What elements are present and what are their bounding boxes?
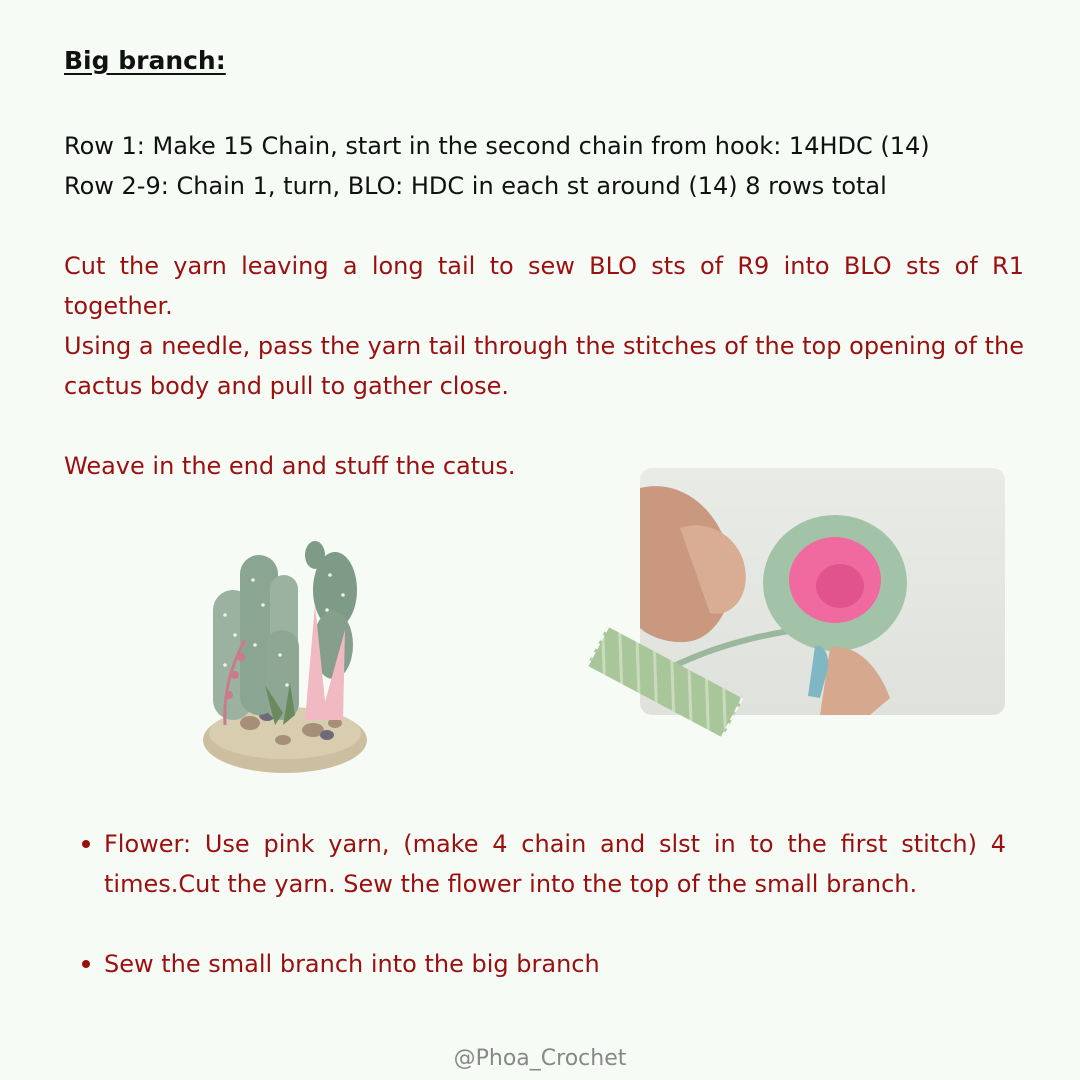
row-1-text: Row 1: Make 15 Chain, start in the second chain from hook: 14HDC (14) xyxy=(64,132,930,160)
author-credit: @Phoa_Crochet xyxy=(453,1046,627,1071)
bullet-dot-icon xyxy=(82,840,90,848)
needle-text: Using a needle, pass the yarn tail through the stitches of the top opening of the cactus body and pull to gather close. xyxy=(64,332,1024,400)
bullet-list xyxy=(78,824,1006,984)
row-2-9-text: Row 2-9: Chain 1, turn, BLO: HDC in each st around (14) 8 rows total xyxy=(64,172,887,200)
cut-yarn-text: Cut the yarn leaving a long tail to sew BLO sts of R9 into BLO sts of R1 together. xyxy=(64,252,1024,320)
bullet-dot-icon xyxy=(82,960,90,968)
list-item xyxy=(78,944,1006,984)
flower-instruction: Flower: Use pink yarn, (make 4 chain and slst in to the first stitch) 4 times.Cut the yarn. Sew the flower into the top of the small branch. xyxy=(104,830,1006,898)
finishing-instructions xyxy=(64,246,1024,406)
sew-branch-instruction: Sew the small branch into the big branch xyxy=(104,950,600,978)
cactus-illustration xyxy=(195,535,375,785)
list-item xyxy=(78,824,1006,904)
weave-note: Weave in the end and stuff the catus. xyxy=(64,452,516,480)
section-heading: Big branch: xyxy=(64,46,226,75)
row-instructions xyxy=(64,126,1024,206)
